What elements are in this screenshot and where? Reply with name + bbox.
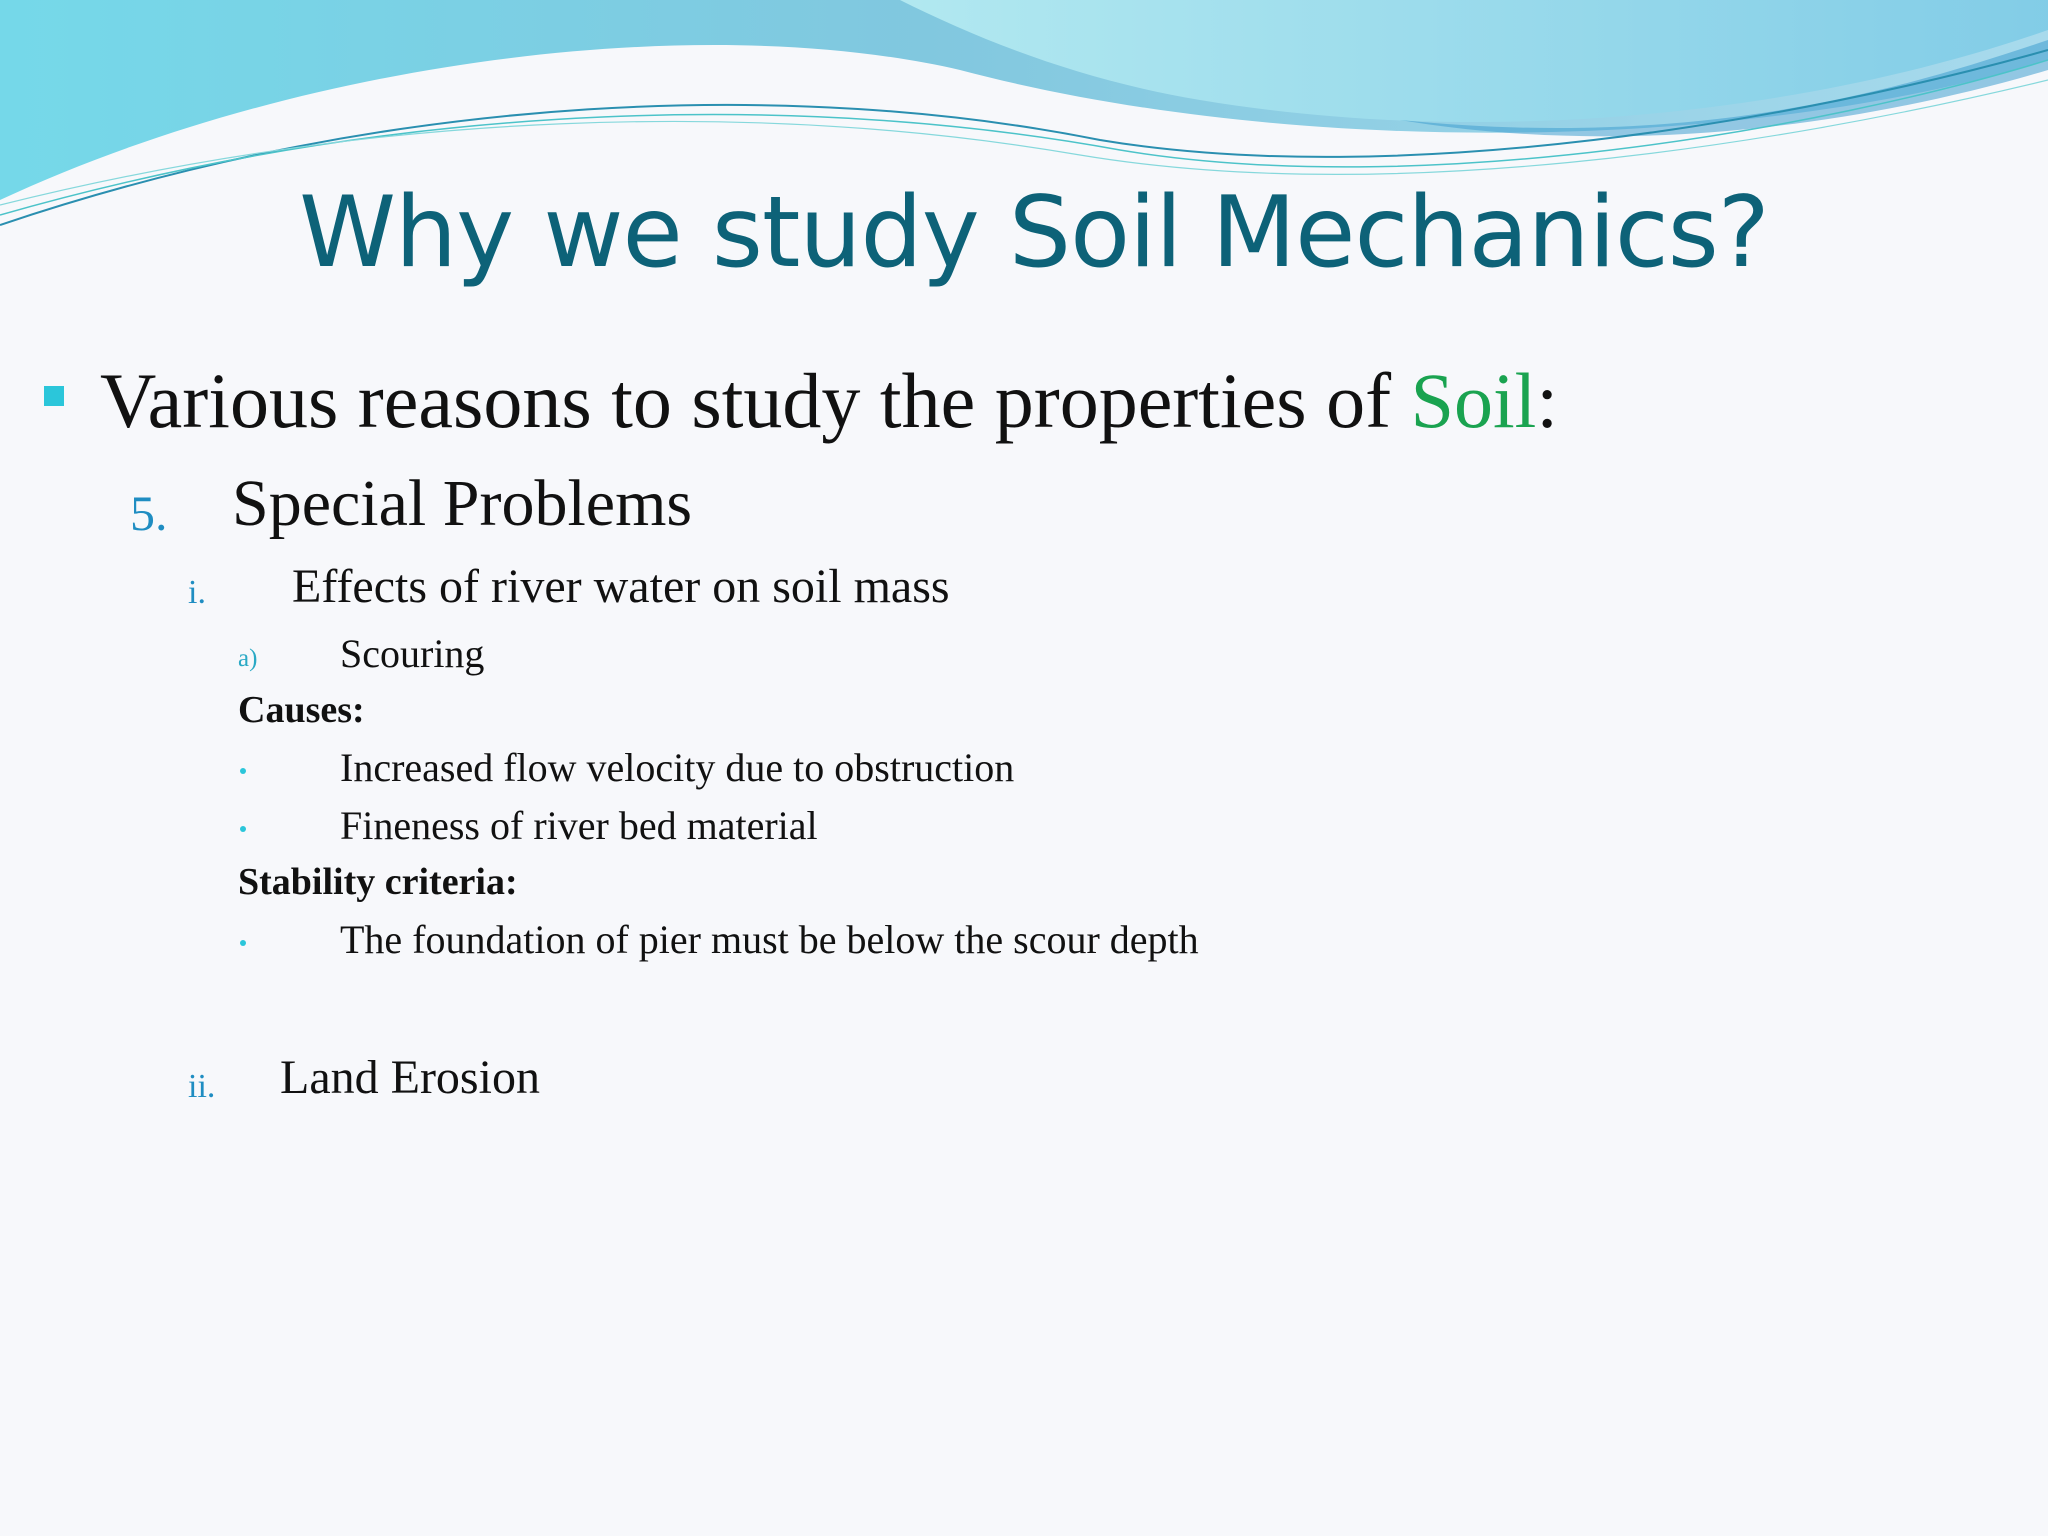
subpoint-land-erosion: Land Erosion <box>280 1051 540 1104</box>
causes-heading: Causes: <box>238 689 365 731</box>
main-point <box>100 356 1558 446</box>
stability-heading: Stability criteria: <box>238 861 518 903</box>
square-bullet-icon <box>44 386 64 406</box>
dot-bullet-icon <box>240 940 246 946</box>
stability-item: The foundation of pier must be below the scour depth <box>340 917 1199 962</box>
soil-highlight: Soil <box>1410 357 1537 444</box>
cause-item: Increased flow velocity due to obstruction <box>340 745 1015 790</box>
item-number-marker: 5. <box>130 485 168 541</box>
subpoint-special-problems: Special Problems <box>232 467 693 540</box>
cause-item: Fineness of river bed material <box>340 803 818 848</box>
dot-bullet-icon <box>240 826 246 832</box>
subpoint-river-water: Effects of river water on soil mass <box>292 560 950 613</box>
roman-marker-ii: ii. <box>188 1068 216 1105</box>
main-point-colon: : <box>1536 357 1558 444</box>
dot-bullet-icon <box>240 768 246 774</box>
roman-marker-i: i. <box>188 574 206 611</box>
subpoint-scouring: Scouring <box>340 631 485 676</box>
letter-marker-a: a) <box>238 645 258 672</box>
slide-title: Why we study Soil Mechanics? <box>299 176 1769 290</box>
main-point-text: Various reasons to study the properties of <box>100 357 1411 444</box>
